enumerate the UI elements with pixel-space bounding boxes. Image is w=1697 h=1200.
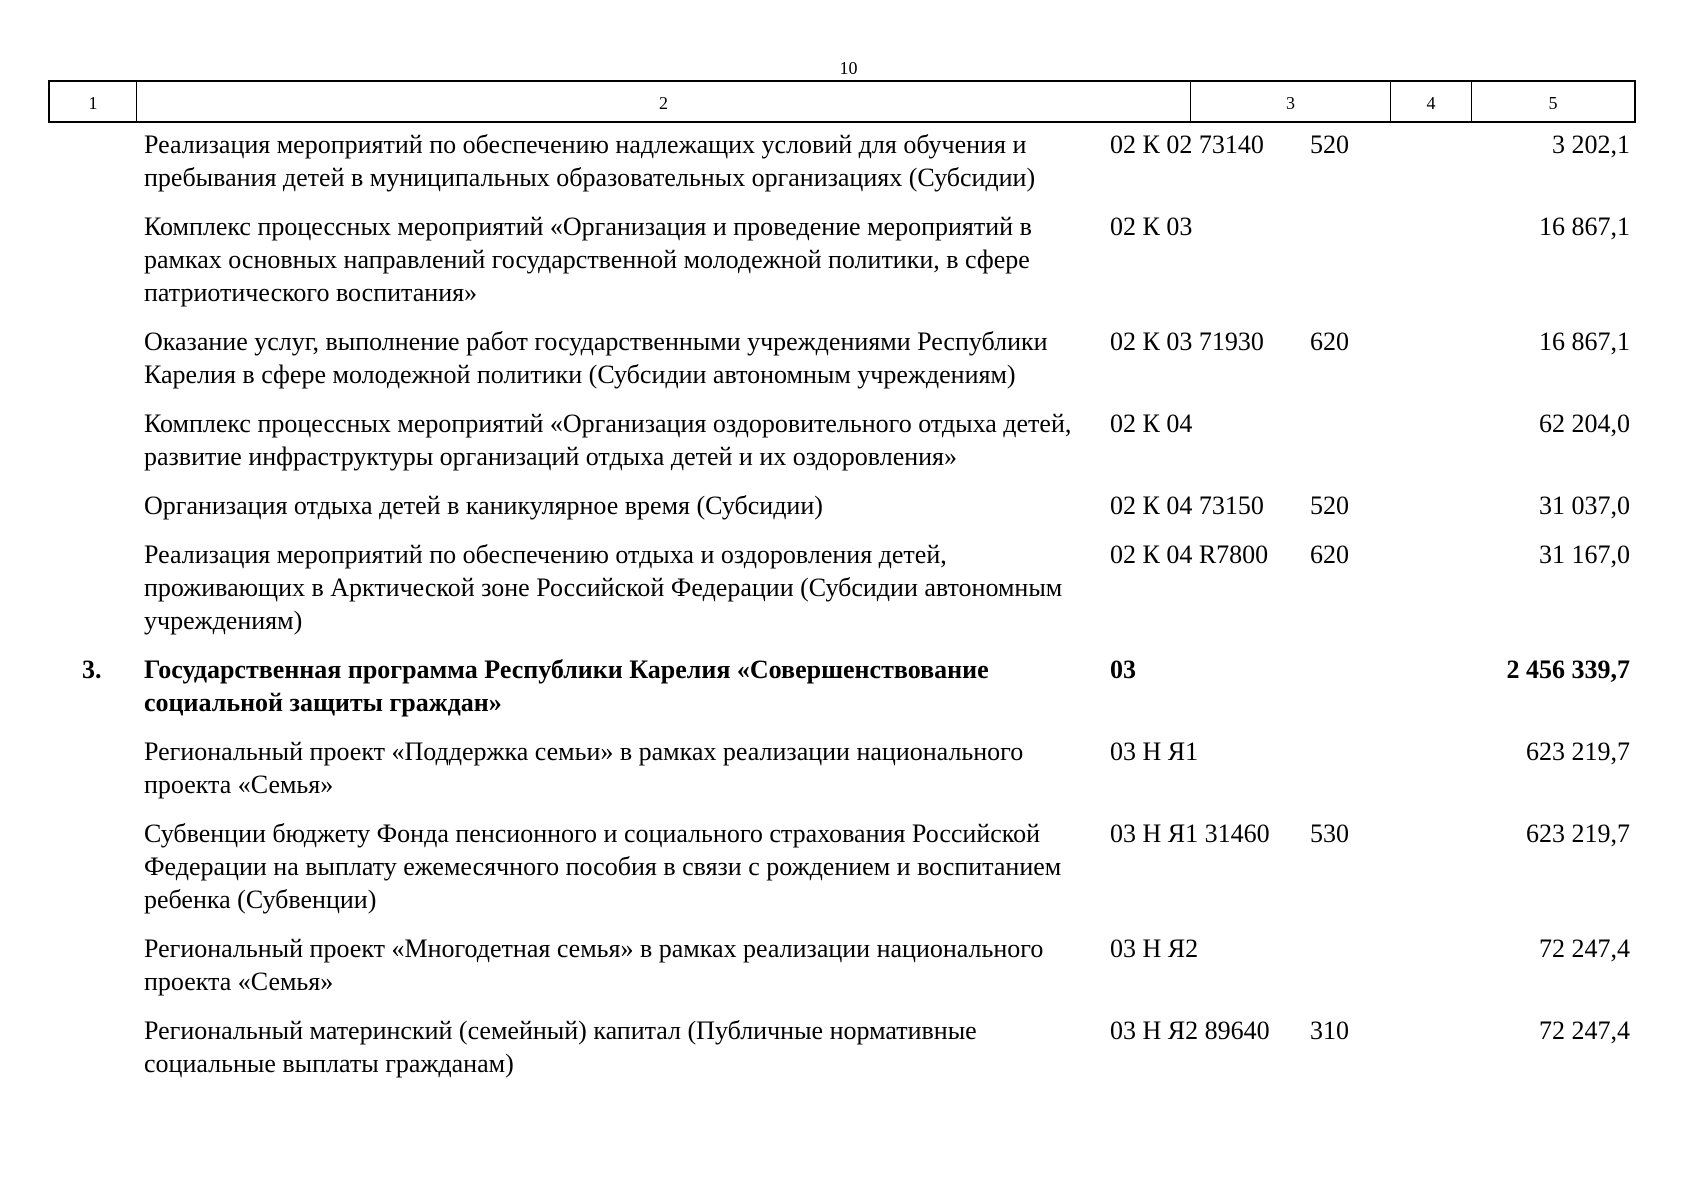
row-amount: 2 456 339,7	[1506, 655, 1630, 684]
row-type: 620	[1310, 327, 1349, 356]
row-code: 03	[1110, 655, 1136, 684]
row-type	[1302, 407, 1383, 473]
row-amount: 62 204,0	[1539, 409, 1630, 438]
row-name: Комплекс процессных мероприятий «Организация оздоровительного отдыха детей, развитие инфраструктуры организаций отдыха детей и их оздоровления»	[144, 409, 1072, 471]
row-name: Региональный проект «Поддержка семьи» в рамках реализации национального проекта «Семья»	[144, 737, 1024, 799]
row-name: Реализация мероприятий по обеспечению надлежащих условий для обучения и пребывания детей в муниципальных образовательных организациях (Субсидии)	[144, 130, 1036, 192]
row-number	[48, 407, 135, 473]
table-row	[48, 538, 1636, 637]
row-type: 520	[1310, 491, 1349, 520]
table-row	[48, 325, 1636, 391]
row-type	[1302, 932, 1383, 998]
row-type: 520	[1310, 130, 1349, 159]
row-code: 03 Н Я1	[1110, 737, 1199, 766]
row-code: 03 Н Я2	[1110, 934, 1199, 963]
row-number	[48, 932, 135, 998]
header-col-1: 1	[50, 82, 137, 121]
row-number	[48, 735, 135, 801]
row-number	[48, 1014, 135, 1080]
row-amount: 72 247,4	[1539, 1016, 1630, 1045]
row-amount: 16 867,1	[1539, 212, 1630, 241]
row-code: 03 Н Я2 89640	[1110, 1016, 1270, 1045]
table-row	[48, 932, 1636, 998]
header-col-4: 4	[1391, 82, 1472, 121]
row-name: Организация отдыха детей в каникулярное время (Субсидии)	[144, 491, 823, 520]
row-type: 620	[1310, 540, 1349, 569]
row-amount: 31 167,0	[1539, 540, 1630, 569]
table-row	[48, 1014, 1636, 1080]
header-col-3: 3	[1191, 82, 1391, 121]
row-type	[1302, 653, 1383, 719]
table-header	[48, 80, 1636, 123]
row-amount: 31 037,0	[1539, 491, 1630, 520]
row-number	[48, 325, 135, 391]
row-name: Региональный проект «Многодетная семья» в рамках реализации национального проекта «Семья»	[144, 934, 1044, 996]
row-name: Реализация мероприятий по обеспечению отдыха и оздоровления детей, проживающих в Арктической зоне Российской Федерации (Субсидии автономным учреждениям)	[144, 540, 1063, 635]
row-number	[48, 538, 135, 637]
table-body	[48, 128, 1636, 1096]
row-code: 03 Н Я1 31460	[1110, 819, 1270, 848]
table-row	[48, 817, 1636, 916]
row-code: 02 К 03 71930	[1110, 327, 1264, 356]
row-amount: 623 219,7	[1526, 737, 1630, 766]
row-amount: 623 219,7	[1526, 819, 1630, 848]
header-col-2: 2	[137, 82, 1191, 121]
row-amount: 72 247,4	[1539, 934, 1630, 963]
row-name: Комплекс процессных мероприятий «Организация и проведение мероприятий в рамках основных направлений государственной молодежной политики, в сфере патриотического воспитания»	[144, 212, 1032, 307]
header-col-5: 5	[1548, 93, 1558, 113]
table-row	[48, 489, 1636, 522]
row-name: Региональный материнский (семейный) капитал (Публичные нормативные социальные выплаты гражданам)	[144, 1016, 977, 1078]
row-code: 02 К 04	[1110, 409, 1193, 438]
row-number: 3.	[82, 655, 102, 684]
table-row	[48, 210, 1636, 309]
table-row	[48, 128, 1636, 194]
row-number	[48, 817, 135, 916]
row-code: 02 К 02 73140	[1110, 130, 1264, 159]
row-number	[48, 210, 135, 309]
row-code: 02 К 03	[1110, 212, 1193, 241]
row-number	[48, 128, 135, 194]
row-name: Субвенции бюджету Фонда пенсионного и социального страхования Российской Федерации на выплату ежемесячного пособия в связи с рождением и воспитанием ребенка (Субвенции)	[144, 819, 1062, 914]
row-type: 530	[1310, 819, 1349, 848]
row-code: 02 К 04 R7800	[1110, 540, 1269, 569]
row-name: Государственная программа Республики Карелия «Совершенствование социальной защиты граждан»	[144, 655, 989, 717]
row-code: 02 К 04 73150	[1110, 491, 1264, 520]
row-type	[1302, 735, 1383, 801]
row-name: Оказание услуг, выполнение работ государственными учреждениями Республики Карелия в сфере молодежной политики (Субсидии автономным учреждениям)	[144, 327, 1048, 389]
row-type: 310	[1310, 1016, 1349, 1045]
row-type	[1302, 210, 1383, 309]
row-amount: 3 202,1	[1552, 130, 1630, 159]
table-row	[48, 735, 1636, 801]
table-row	[48, 407, 1636, 473]
page-number: 10	[839, 58, 858, 78]
table-row	[48, 653, 1636, 719]
row-amount: 16 867,1	[1539, 327, 1630, 356]
row-number	[48, 489, 135, 522]
